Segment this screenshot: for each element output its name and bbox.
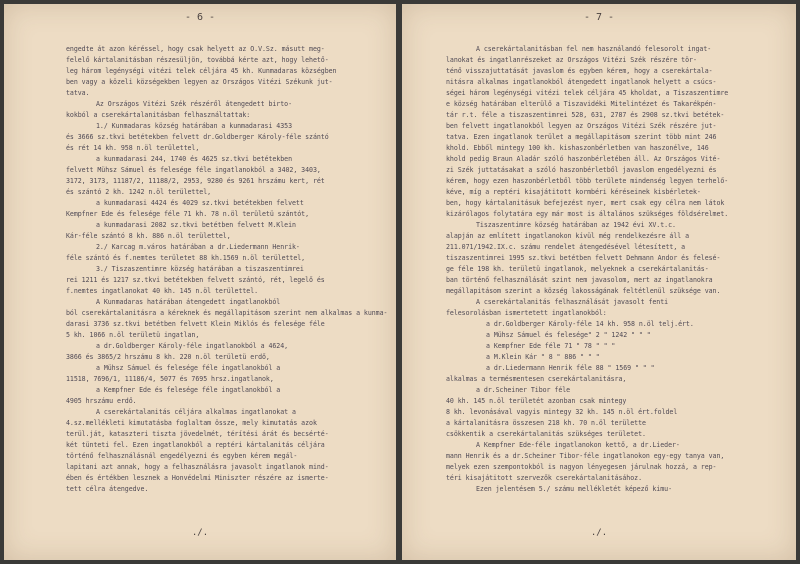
- text-line: 3172, 3173, 11187/2, 11188/2, 2953, 9280 és 9261 hrszámu kert, rét: [66, 177, 325, 185]
- text-line: kizárólagos folytatára egy már most is általános szükséges földsérelmet.: [446, 210, 729, 218]
- text-line: ben felvett ingatlanokból legyen az Országos Vitézi Szék részére jut-: [446, 122, 717, 130]
- text-body: [402, 44, 796, 495]
- text-line: megállapitásom szerint a község lakosságának feltétlenül szüksége van.: [446, 287, 721, 295]
- page-continuation-mark: ./.: [590, 528, 608, 538]
- text-line: ben, hogy kártalanitásuk befejezést nyer, mert csak egy célra nem látok: [446, 199, 725, 207]
- text-line: a dr.Goldberger Károly-féle ingatlanokból a 4624,: [96, 342, 289, 350]
- text-line: kokból a cserekártalanitásban felhasználtattak:: [66, 111, 251, 119]
- right-document-page: [402, 4, 796, 560]
- text-line: Az Országos Vitézi Szék részéről átengedett birto-: [96, 100, 292, 108]
- text-line: Kempfner Ede és felesége féle 71 kh. 78 n.öl területü szántót,: [66, 210, 310, 218]
- text-line: tett célra átengedve.: [66, 485, 149, 493]
- text-line: 4.sz.mellékleti kimutatásba foglaltam össze, mely kimutatás azok: [66, 419, 317, 427]
- text-line: a dr.Scheiner Tibor féle: [476, 386, 571, 394]
- text-line: A cserekártalanitásban fel nem használandó felesorolt ingat-: [476, 45, 712, 53]
- text-line: ben vagy a közeli községekben legyen az Országos Vitézi Székunk jut-: [66, 78, 333, 86]
- text-line: 11518, 7696/1, 11186/4, 5077 és 7695 hrsz.ingatlanok,: [66, 375, 274, 383]
- text-line: ból cserekártalanitásra a kéreknek és megállapitásom szerint nem alkalmas a kunma-: [66, 309, 388, 317]
- text-line: engedte át azon kéréssel, hogy csak helyett az O.V.Sz. másutt meg-: [66, 45, 325, 53]
- text-line: téri kisajátitott szervezők cserekártalanitásához.: [446, 474, 642, 482]
- text-line: Ezen jelentésem 5./ számu mellékletét képező kimu-: [476, 485, 672, 493]
- text-line: 40 kh. 145 n.öl területét azonban csak mintegy: [446, 397, 627, 405]
- text-line: ében és értékben lesznek a Honvédelmi Miniszter részére az ismerte-: [66, 474, 329, 482]
- text-line: A Kempfner Ede-féle ingatlanokon kettő, a dr.Lieder-: [476, 441, 680, 449]
- text-line: tatva. Ezen ingatlanok terület a megállapitásom szerint több mint 246: [446, 133, 717, 141]
- text-line: rei 1211 és 1217 sz.tkvi betétekben felvett szántó, rét, legelő és: [66, 276, 325, 284]
- text-line: 4905 hrszámu erdő.: [66, 397, 137, 405]
- text-line: Kár-féle szántó 8 kh. 886 n.öl területtel,: [66, 232, 231, 240]
- text-line: felelő kártalanitásban részesüljön, továbbá kérte azt, hogy lehető-: [66, 56, 329, 64]
- text-line: kérem, hogy ezen haszonbérletből több területe mindenség legyen terhelő-: [446, 177, 729, 185]
- text-line: tár r.t. féle a tiszaszentimrei 528, 631, 2787 és 2908 sz.tkvi betétek-: [446, 111, 725, 119]
- text-line: és szántó 2 kh. 1242 n.öl területtel,: [66, 188, 212, 196]
- text-line: a dr.Liedermann Henrik féle 88 " 1569 " " ": [486, 364, 655, 372]
- page-continuation-mark: ./.: [191, 528, 209, 538]
- text-line: a dr.Goldberger Károly-féle 14 kh. 958 n.öl telj.ért.: [486, 320, 694, 328]
- text-line: alkalmas a termésmentesen cserekártalanitásra,: [446, 375, 627, 383]
- text-line: khold. Ebből mintegy 100 kh. kishaszonbérletben van haszonélve, 146: [446, 144, 709, 152]
- text-line: 211.071/1942.IX.c. számu rendelet átengedésével létesített, a: [446, 243, 686, 251]
- text-line: A cserekártalanitás felhasználását javasolt fenti: [476, 298, 669, 306]
- text-line: khold pedig Braun Aladár szóló haszonbérletében áll. Az Országos Vité-: [446, 155, 721, 163]
- text-line: lapitani azt annak, hogy a felhasználásra javasolt ingatlanok mind-: [66, 463, 329, 471]
- text-line: melyek ezen szempontokból is nagyon lényegesen járulnak hozzá, a rep-: [446, 463, 717, 471]
- text-line: csökkentik a cserekártalanitás szükséges területet.: [446, 430, 646, 438]
- text-line: 5 kh. 1066 n.öl területü ingatlan,: [66, 331, 200, 339]
- text-line: ségei három legénységi vitézi telek céljára 45 kholdat, a Tiszaszentimre: [446, 89, 729, 97]
- text-line: a Kempfner Ede és felesége féle ingatlanokból a: [96, 386, 281, 394]
- text-line: a Kempfner Ede féle 71 " 78 " " ": [486, 342, 616, 350]
- text-line: A cserekártalanitás céljára alkalmas ingatlanokat a: [96, 408, 296, 416]
- text-line: Tiszaszentimre község határában az 1942 évi XV.t.c.: [476, 221, 676, 229]
- text-line: ban történő felhasználását szint nem javasolom, mert az ingatlanokra: [446, 276, 713, 284]
- text-line: a kunmadarasi 244, 1740 és 4625 sz.tkvi betétekben: [96, 155, 292, 163]
- page-number: - 7 -: [583, 12, 615, 23]
- text-line: tiszaszentimrei 1995 sz.tkvi betétben felvett Dehmann Andor és felesé-: [446, 254, 721, 262]
- text-line: 1./ Kunmadaras község határában a kunmadarasi 4353: [96, 122, 292, 130]
- text-line: leg három legénységi vitézi telek céljára 45 kh. Kunmadaras községben: [66, 67, 337, 75]
- text-line: felesorolásban ismertetett ingatlanokból:: [446, 309, 607, 317]
- text-line: a kunmadarasi 4424 és 4029 sz.tkvi betétekben felvett: [96, 199, 304, 207]
- text-line: történő felhasználásnál engedélyezni és egyben kérem megál-: [66, 452, 298, 460]
- text-line: f.nemtes ingatlanokat 40 kh. 145 n.öl területtel.: [66, 287, 259, 295]
- text-line: 2./ Karcag m.város határában a dr.Liedermann Henrik-: [96, 243, 300, 251]
- text-line: nitásra alkalmas ingatlanokból átengedett ingatlanok helyett a csúcs-: [446, 78, 717, 86]
- page-number: - 6 -: [184, 12, 216, 23]
- left-document-page: [4, 4, 396, 560]
- text-line: kéve, míg a reptéri kisajátitott kormbéri kéréseinek kisbérletek-: [446, 188, 701, 196]
- text-line: és rét 14 kh. 958 n.öl területtel,: [66, 144, 200, 152]
- text-line: felvett Mühsz Sámuel és felesége féle ingatlanokból a 3402, 3403,: [66, 166, 321, 174]
- text-line: 3./ Tiszaszentimre község határában a tiszaszentimrei: [96, 265, 304, 273]
- text-body: [4, 44, 396, 495]
- text-line: a kunmadarasi 2082 sz.tkvi betétben felvett M.Klein: [96, 221, 296, 229]
- text-line: a M.Klein Kár " 8 " 886 " " ": [486, 353, 600, 361]
- text-line: a kártalanitásra összesen 218 kh. 70 n.öl területte: [446, 419, 646, 427]
- text-line: e község határában elterülő a Tiszavidéki Mitelintézet és Takarékpén-: [446, 100, 717, 108]
- text-line: mann Henrik és a dr.Scheiner Tibor-féle ingatlanokon egy-egy tanya van,: [446, 452, 725, 460]
- text-line: alapján az említett ingatlanokon kívül még rendelkezésre áll a: [446, 232, 690, 240]
- text-line: lanokat és ingatlanrészeket az Országos Vitézi Szék részére tör-: [446, 56, 697, 64]
- text-line: tatva.: [66, 89, 90, 97]
- text-line: terül.ját, kataszteri tiszta jövedelmét, térítési árát és becsérté-: [66, 430, 329, 438]
- text-line: A Kunmadaras határában átengedett ingatlanokból: [96, 298, 281, 306]
- text-line: két tünteti fel. Ezen ingatlanokból a reptéri kártalanitás céljára: [66, 441, 325, 449]
- text-line: ge féle 198 kh. területü ingatlanok, melyeknek a cserekártalanitás-: [446, 265, 709, 273]
- text-line: a Mühsz Sámuel és felesége féle ingatlanokból a: [96, 364, 281, 372]
- text-line: 8 kh. levonásával vagyis mintegy 32 kh. 145 n.öl ért.foldel: [446, 408, 678, 416]
- text-line: és 3666 sz.tkvi betétekben felvett dr.Goldberger Károly-féle szántó: [66, 133, 329, 141]
- text-line: darasi 3736 sz.tkvi betétben felvett Klein Miklós és felesége féle: [66, 320, 325, 328]
- text-line: a Mühsz Sámuel és felesége" 2 " 1242 " " ": [486, 331, 651, 339]
- text-line: zi Szék juttatásakat a szóló haszonbérletből javaslom engedélyezni és: [446, 166, 717, 174]
- text-line: ténő visszajuttatását javaslom és egyben kérem, hogy a cserekártala-: [446, 67, 713, 75]
- text-line: 3866 és 3865/2 hrszámu 8 kh. 220 n.öl területü erdő,: [66, 353, 270, 361]
- text-line: féle szántó és f.nemtes területet 88 kh.1569 n.öl területtel,: [66, 254, 306, 262]
